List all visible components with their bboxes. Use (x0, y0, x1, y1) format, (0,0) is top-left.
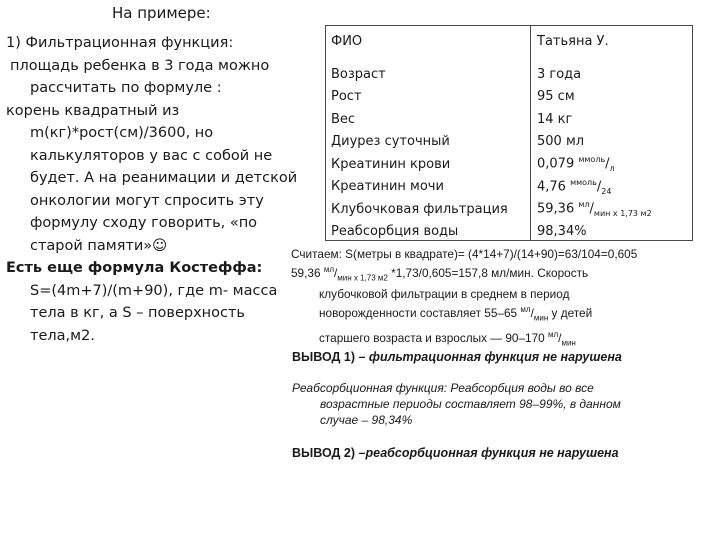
text-line: m(кг)*рост(см)/3600, но (30, 125, 214, 141)
reab-line: Реабсорбционная функция: Реабсорбция воды во все (292, 381, 594, 395)
slide-heading: На примере: (112, 4, 211, 22)
table-row (325, 221, 693, 244)
calc-line: Считаем: S(метры в квадрате)= (4*14+7)/(14+90)=63/104=0,605 (291, 247, 638, 261)
conclusion-1: ВЫВОД 1) – фильтрационная функция не нарушена (292, 350, 622, 364)
calc-line: новорожденности составляет 55–65 $^{мл}/_{мин}$ у детей (319, 305, 593, 323)
table-key: Реабсорбция воды (331, 224, 459, 240)
text-line: корень квадратный из (6, 102, 180, 119)
text-line: Есть еще формула Костеффа: (6, 260, 263, 276)
text-line: площадь ребенка в 3 года можно (10, 57, 270, 74)
calculation-text (291, 246, 711, 351)
table-value: 500 мл (537, 134, 585, 150)
table-row (325, 63, 693, 86)
table-key: ФИО (331, 33, 363, 49)
table-key: Креатинин крови (331, 156, 451, 172)
table-key: Возраст (331, 66, 386, 82)
reab-line: случае – 98,34% (320, 413, 413, 427)
text-line: тела в кг, а S – поверхность (30, 305, 245, 321)
table-column-divider (530, 25, 531, 241)
text-line: формулу сходу говорить, «по (30, 215, 258, 231)
text-line: рассчитать по формуле : (30, 80, 222, 96)
left-text-block (6, 32, 306, 347)
table-row (325, 108, 693, 131)
table-key: Вес (331, 111, 356, 127)
text-line: калькуляторов у вас с собой не (30, 147, 273, 164)
table-value: Татьяна У. (537, 33, 609, 49)
text-line: 1) Фильтрационная функция: (6, 35, 234, 51)
calc-line: клубочковой фильтрации в среднем в период (319, 287, 570, 302)
table-key: Креатинин мочи (331, 179, 444, 195)
table-row (325, 86, 693, 109)
reabsorption-text (292, 380, 702, 428)
table-value: 98,34% (537, 224, 587, 240)
calc-line: старшего возраста и взрослых — 90–170 $^{мл}/_{мин}$ (319, 329, 576, 347)
table-key: Рост (331, 89, 362, 105)
text-line: тела,м2. (30, 327, 95, 344)
reab-line: возрастные периоды составляет 98–99%, в данном (320, 397, 621, 411)
table-row (325, 131, 693, 154)
text-line: старой памяти»☺ (30, 237, 168, 254)
text-line: будет. А на реанимации и детской (30, 170, 298, 186)
text-line: S=(4m+7)/(m+90), где m- масса (30, 282, 278, 299)
calc-line: 59,36 $^{мл}/_{мин х 1,73 м2}$ *1,73/0,605=157,8 мл/мин. Скорость (291, 265, 589, 283)
table-key: Клубочковая фильтрация (331, 201, 508, 217)
table-row (325, 153, 693, 176)
text-line: онкологии могут спросить эту (30, 192, 264, 209)
table-value: 59,36 $^{мл}/_{мин х 1,73 м2}$ (537, 200, 652, 219)
table-value: 4,76 $^{ммоль}/_{24}$ (537, 177, 612, 196)
table-row (325, 25, 693, 57)
table-value: 14 кг (537, 111, 573, 127)
table-value: 95 см (537, 89, 575, 105)
patient-data-table (325, 25, 693, 243)
table-row (325, 176, 693, 199)
conclusion-2: ВЫВОД 2) –реабсорбционная функция не нарушена (292, 446, 619, 460)
table-key: Диурез суточный (331, 134, 450, 150)
table-value: 0,079 $^{ммоль}/_л$ (537, 155, 615, 174)
table-row (325, 198, 693, 221)
table-value: 3 года (537, 66, 582, 82)
